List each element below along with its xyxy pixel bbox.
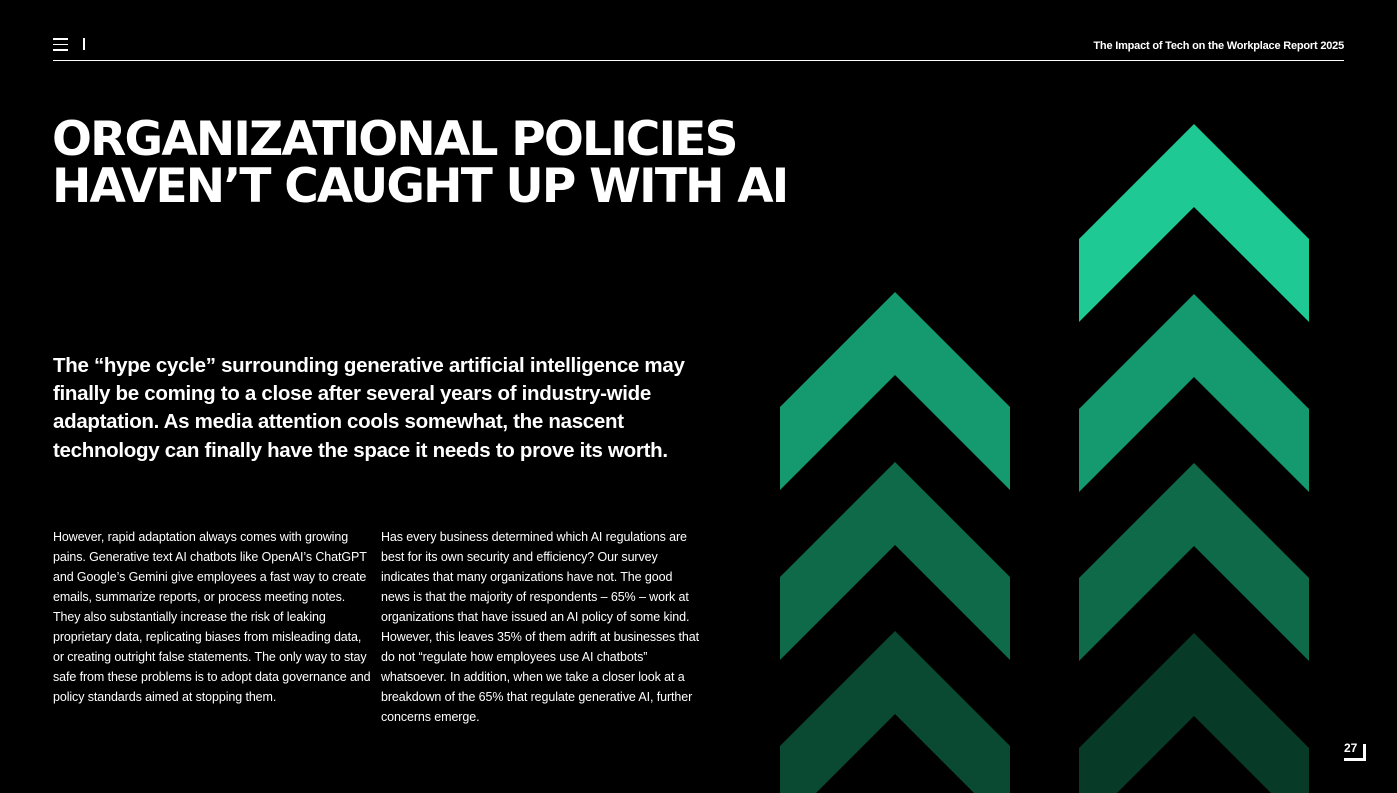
body-column-1: However, rapid adaptation always comes with growing pains. Generative text AI chatbots like OpenAI’s ChatGPT and Google’s Gemini give employees a fast way to create emails, summarize reports, or process meeting notes. They also substantially increase the risk of leaking proprietary data, replicating biases from misleading data, or creating outright false statements. The only way to stay safe from these problems is to adopt data governance and policy standards aimed at stopping them. <box>53 530 371 704</box>
page-number-label: 27 <box>1344 741 1358 755</box>
chevron-left-2 <box>780 462 1010 660</box>
lead-paragraph: The “hype cycle” surrounding generative artificial intelligence may finally be coming to a close after several years of industry-wide adaptation. As media attention cools somewhat, the nascent technology can finally have the space it needs to prove its worth. <box>53 354 685 462</box>
body-column-2: Has every business determined which AI regulations are best for its own security and efficiency? Our survey indicates that many organizations have not. The good news is that the majority of respondents – 65% – work at organizations that have issued an AI policy of some kind. However, this leaves 35% of them adrift at businesses that do not “regulate how employees use AI chatbots” whatsoever. In addition, when we take a closer look at a breakdown of the 65% that regulate generative AI, further concerns emerge. <box>381 530 699 724</box>
chevron-left-3 <box>780 631 1010 793</box>
header-divider <box>83 38 85 50</box>
chevron-right-1 <box>1079 124 1309 322</box>
chevron-right-3 <box>1079 463 1309 661</box>
page-title-line-2: HAVEN’T CAUGHT UP WITH AI <box>52 159 788 214</box>
report-title: The Impact of Tech on the Workplace Report 2025 <box>1093 40 1344 52</box>
chevron-column-right <box>1079 124 1309 793</box>
page-number <box>1344 741 1366 761</box>
page-corner-icon <box>1344 741 1366 761</box>
chevron-right-2 <box>1079 294 1309 492</box>
chevron-left-1 <box>780 292 1010 490</box>
page-title-line-1: ORGANIZATIONAL POLICIES <box>52 112 737 167</box>
header <box>53 36 1344 61</box>
hamburger-menu-icon[interactable] <box>53 38 68 51</box>
chevron-right-4 <box>1079 633 1309 793</box>
chevron-column-left <box>780 292 1010 793</box>
page-title <box>52 112 872 214</box>
